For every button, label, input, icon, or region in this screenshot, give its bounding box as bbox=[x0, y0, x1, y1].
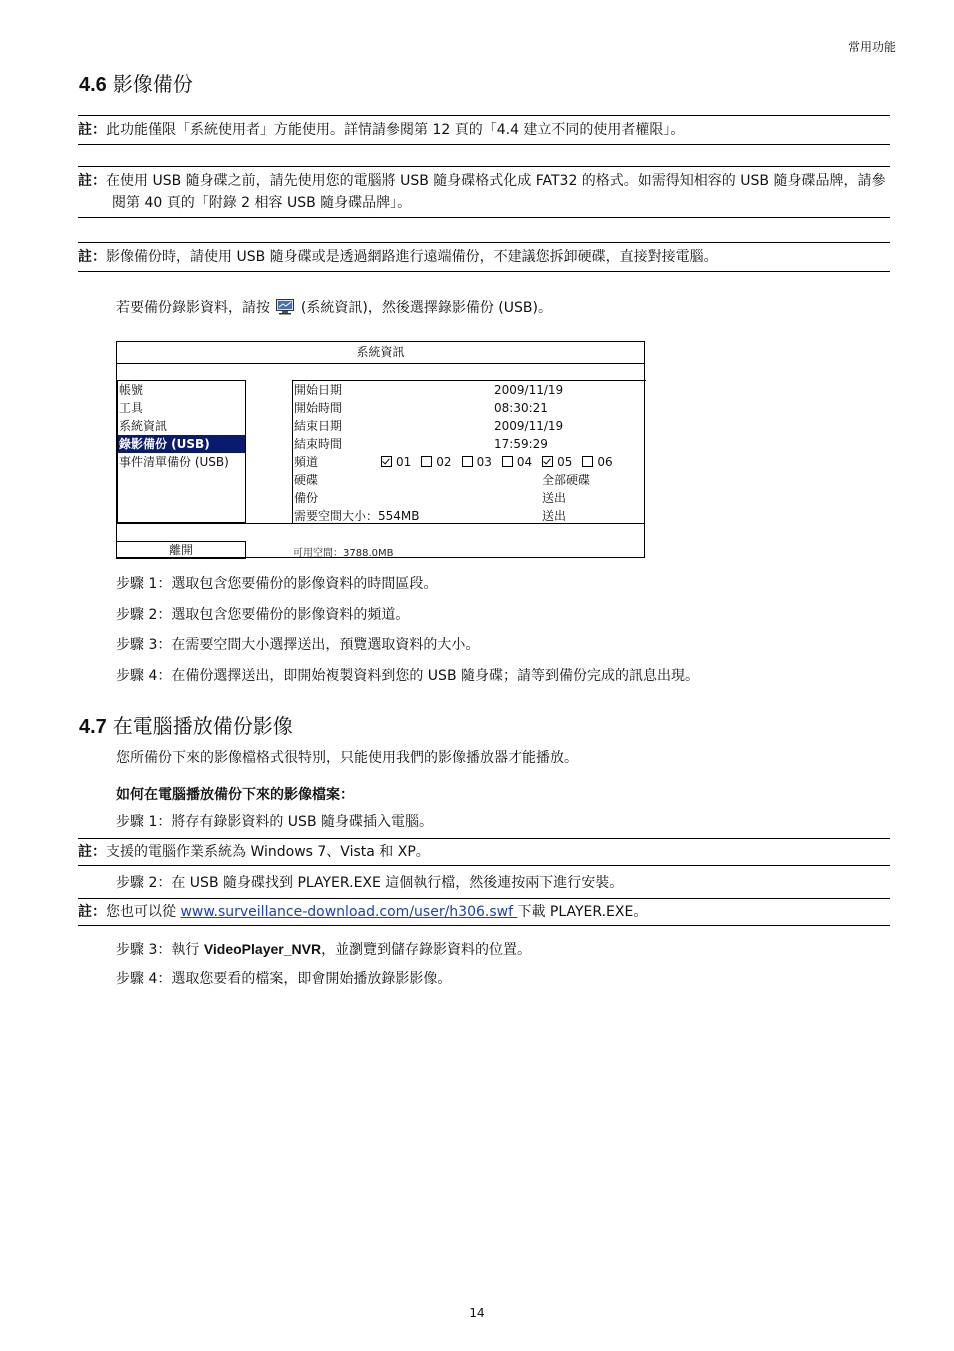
checkbox-icon bbox=[421, 456, 432, 467]
section-title: 影像備份 bbox=[112, 72, 193, 96]
hdd-label: 硬碟 bbox=[294, 473, 319, 487]
checkbox-icon bbox=[582, 456, 593, 467]
intro-text-b: (系統資訊)，然後選擇錄影備份 (USB)。 bbox=[300, 300, 552, 316]
free-space: 可用空間：3788.0MB bbox=[293, 548, 394, 559]
videoplayer-name: VideoPlayer_NVR bbox=[203, 941, 322, 957]
backup-label: 備份 bbox=[294, 491, 319, 505]
start-date-label: 開始日期 bbox=[294, 383, 343, 397]
section-number: 4.7 bbox=[79, 716, 107, 738]
end-date-label: 結束日期 bbox=[294, 419, 343, 433]
step3-pre: 步驟 3：執行 bbox=[116, 942, 204, 958]
section-title: 在電腦播放備份影像 bbox=[112, 714, 293, 738]
note-text: 影像備份時，請使用 USB 隨身碟或是透過網路進行遠端備份，不建議您拆卸硬碟，直接對接電腦。 bbox=[106, 249, 718, 265]
menu-item-event-backup[interactable]: 事件清單備份 (USB) bbox=[119, 455, 229, 469]
channel-checkbox[interactable]: 06 bbox=[582, 453, 612, 471]
note-label: 註： bbox=[78, 122, 106, 138]
playback-step-2: 步驟 2：在 USB 隨身碟找到 PLAYER.EXE 這個執行檔，然後連按兩下進行安裝。 bbox=[116, 875, 624, 891]
exit-button[interactable]: 離開 bbox=[116, 541, 246, 559]
menu-item-tools[interactable]: 工具 bbox=[119, 401, 144, 415]
channel-checkbox[interactable]: 05 bbox=[542, 453, 572, 471]
start-time-value[interactable]: 08:30:21 bbox=[494, 401, 548, 415]
note-text-pre: 您也可以從 bbox=[106, 904, 181, 920]
download-link[interactable]: www.surveillance-download.com/user/h306.swf bbox=[180, 904, 518, 920]
step-3: 步驟 3：在需要空間大小選擇送出，預覽選取資料的大小。 bbox=[116, 637, 480, 653]
note-label: 註： bbox=[78, 249, 106, 265]
backup-intro bbox=[116, 297, 552, 317]
channel-checkbox[interactable]: 03 bbox=[462, 453, 492, 471]
end-date-value[interactable]: 2009/11/19 bbox=[494, 419, 564, 433]
note-download bbox=[78, 898, 890, 926]
menu-item-system-info[interactable]: 系統資訊 bbox=[119, 419, 168, 433]
panel-menu bbox=[117, 380, 246, 523]
end-time-label: 結束時間 bbox=[294, 437, 343, 451]
note-label: 註： bbox=[78, 904, 106, 920]
note-backup-method bbox=[78, 242, 890, 272]
note-label: 註： bbox=[78, 173, 106, 189]
section-heading-4-7 bbox=[79, 710, 293, 739]
playback-step-3 bbox=[116, 939, 531, 959]
note-text: 此功能僅限「系統使用者」方能使用。詳情請參閱第 12 頁的「4.4 建立不同的使用者權限」。 bbox=[106, 122, 685, 138]
channel-checkbox[interactable]: 02 bbox=[421, 453, 451, 471]
menu-item-account[interactable]: 帳號 bbox=[119, 383, 144, 397]
playback-step-4: 步驟 4：選取您要看的檔案，即會開始播放錄影影像。 bbox=[116, 971, 452, 987]
note-text-post: 下載 PLAYER.EXE。 bbox=[517, 904, 648, 920]
checkbox-icon bbox=[381, 456, 392, 467]
page-number: 14 bbox=[469, 1306, 485, 1320]
note-usb-format bbox=[78, 166, 890, 218]
step-4: 步驟 4：在備份選擇送出，即開始複製資料到您的 USB 隨身碟；請等到備份完成的訊息出現。 bbox=[116, 668, 699, 684]
note-os-support bbox=[78, 838, 890, 866]
menu-item-record-backup[interactable]: 錄影備份 (USB) bbox=[118, 435, 245, 453]
system-info-monitor-icon[interactable] bbox=[276, 299, 294, 315]
channel-label: 頻道 bbox=[294, 455, 319, 469]
note-permission bbox=[78, 115, 890, 145]
playback-step-1: 步驟 1：將存有錄影資料的 USB 隨身碟插入電腦。 bbox=[116, 814, 433, 830]
start-date-value[interactable]: 2009/11/19 bbox=[494, 383, 564, 397]
intro-text-a: 若要備份錄影資料，請按 bbox=[116, 300, 270, 316]
channel-checkboxes bbox=[381, 453, 613, 471]
channel-checkbox[interactable]: 04 bbox=[502, 453, 532, 471]
required-space-label: 需要空間大小：554MB bbox=[294, 509, 420, 523]
step-1: 步驟 1：選取包含您要備份的影像資料的時間區段。 bbox=[116, 576, 438, 592]
section-heading-4-6 bbox=[79, 68, 193, 97]
panel-title: 系統資訊 bbox=[117, 342, 644, 364]
note-text: 在使用 USB 隨身碟之前，請先使用您的電腦將 USB 隨身碟格式化成 FAT32 的格式。如需得知相容的 USB 隨身碟品牌，請參閱第 40 頁的「附錄 2 相容 USB 隨身碟品牌」。 bbox=[106, 173, 886, 211]
checkbox-icon bbox=[542, 456, 553, 467]
howto-heading: 如何在電腦播放備份下來的影像檔案： bbox=[116, 787, 354, 803]
panel-body bbox=[117, 380, 644, 523]
channel-checkbox[interactable]: 01 bbox=[381, 453, 411, 471]
step-2: 步驟 2：選取包含您要備份的影像資料的頻道。 bbox=[116, 607, 410, 623]
panel-footer bbox=[117, 523, 644, 558]
step3-post: ，並瀏覽到儲存錄影資料的位置。 bbox=[321, 942, 532, 958]
checkbox-icon bbox=[502, 456, 513, 467]
space-submit-button[interactable]: 送出 bbox=[542, 509, 567, 523]
backup-settings bbox=[292, 380, 646, 523]
running-header: 常用功能 bbox=[847, 40, 896, 54]
note-label: 註： bbox=[78, 844, 106, 860]
hdd-select[interactable]: 全部硬碟 bbox=[542, 473, 591, 487]
section-number: 4.6 bbox=[79, 74, 107, 96]
note-text: 支援的電腦作業系統為 Windows 7、Vista 和 XP。 bbox=[106, 844, 430, 860]
end-time-value[interactable]: 17:59:29 bbox=[494, 437, 548, 451]
backup-submit-button[interactable]: 送出 bbox=[542, 491, 567, 505]
playback-intro: 您所備份下來的影像檔格式很特別，只能使用我們的影像播放器才能播放。 bbox=[116, 750, 578, 766]
checkbox-icon bbox=[462, 456, 473, 467]
start-time-label: 開始時間 bbox=[294, 401, 343, 415]
system-info-panel bbox=[116, 341, 645, 558]
